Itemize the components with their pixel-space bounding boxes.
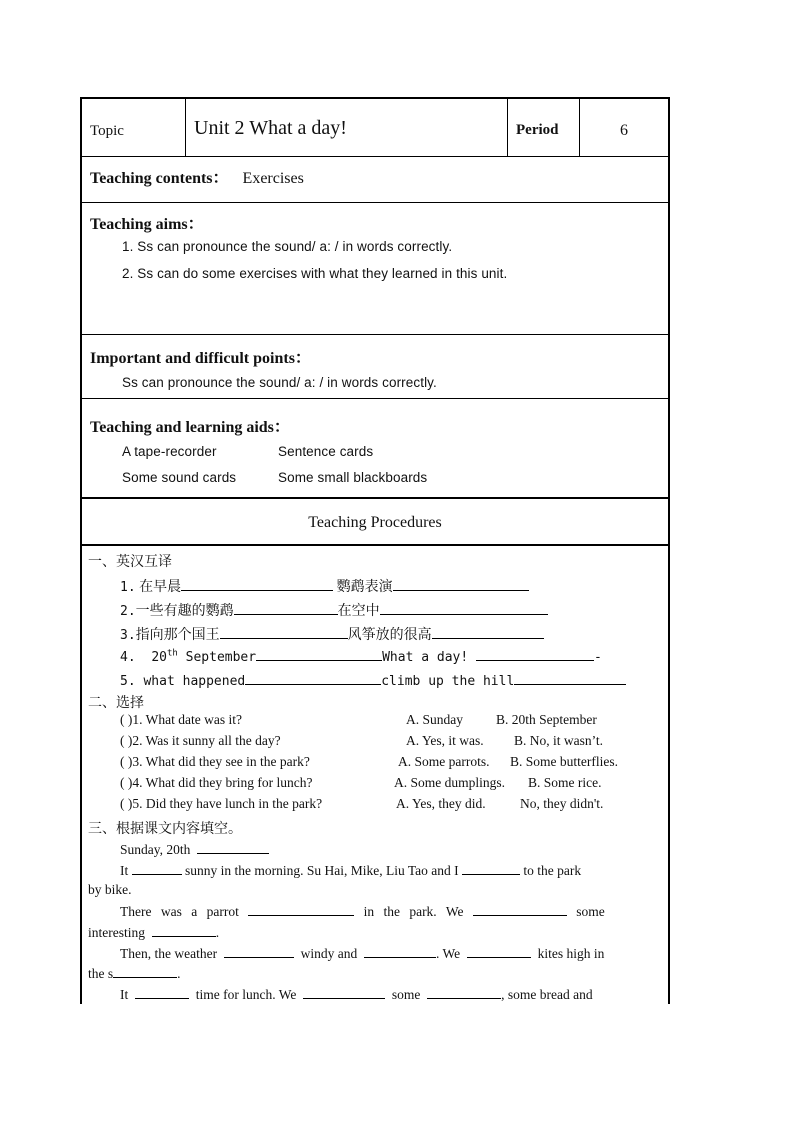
period-label: Period (516, 122, 559, 138)
choice-question: ( )1. What date was it? A. Sunday B. 20th September (120, 712, 597, 727)
translate-item-5: 5. what happened climb up the hill (120, 672, 626, 689)
unit-title: Unit 2 What a day! (194, 117, 347, 139)
unit-cell (186, 99, 508, 156)
answer-blank[interactable] (380, 602, 548, 615)
period-value-cell (580, 99, 668, 156)
answer-blank[interactable] (197, 841, 269, 854)
points-text: Ss can pronounce the sound/ a: / in words correctly. (122, 375, 437, 390)
answer-blank[interactable] (113, 965, 177, 978)
fill-paragraph-1: It sunny in the morning. Su Hai, Mike, Liu Tao and I to the park (120, 863, 582, 878)
translate-item-3: 3.指向那个国王 风筝放的很高 (120, 624, 544, 644)
answer-blank[interactable] (181, 578, 333, 591)
answer-blank[interactable] (132, 862, 182, 875)
period-value: 6 (620, 122, 628, 139)
choice-question: ( )2. Was it sunny all the day? A. Yes, it was. B. No, it wasn’t. (120, 733, 604, 748)
choice-question: ( )4. What did they bring for lunch? A. Some dumplings. B. Some rice. (120, 775, 602, 790)
points-row (80, 335, 670, 399)
answer-blank[interactable] (303, 986, 385, 999)
translate-item-4: 4. 20th September What a day! - (120, 648, 602, 665)
fill-paragraph-1-cont: by bike. (88, 882, 132, 897)
section3-title: 三、根据课文内容填空。 (88, 821, 242, 837)
answer-blank[interactable] (432, 626, 544, 639)
section2-title: 二、选择 (88, 695, 144, 711)
exercises-row (80, 546, 670, 1004)
answer-blank[interactable] (224, 945, 294, 958)
contents-value: Exercises (242, 170, 304, 187)
answer-blank[interactable] (245, 672, 381, 685)
fill-paragraph-4: It time for lunch. We some , some bread and (120, 987, 593, 1002)
aid-item: Some sound cards (122, 470, 237, 485)
topic-label: Topic (90, 123, 124, 139)
lesson-plan-table (80, 97, 670, 1004)
choice-question: ( )5. Did they have lunch in the park? A. Yes, they did. No, they didn't. (120, 796, 604, 811)
answer-blank[interactable] (248, 903, 354, 916)
section1-title: 一、英汉互译 (88, 554, 172, 570)
answer-blank[interactable] (473, 903, 567, 916)
answer-blank[interactable] (467, 945, 531, 958)
points-label: Important and difficult points： (90, 350, 311, 367)
answer-blank[interactable] (514, 672, 626, 685)
answer-blank[interactable] (364, 945, 436, 958)
choice-question: ( )3. What did they see in the park? A. Some parrots. B. Some butterflies. (120, 754, 618, 769)
contents-heading (90, 165, 304, 188)
translate-item-2: 2.一些有趣的鹦鹉 在空中 (120, 600, 548, 620)
aids-label: Teaching and learning aids： (90, 419, 290, 436)
aim-item: 1. Ss can pronounce the sound/ a: / in words correctly. (122, 239, 453, 254)
contents-row (80, 157, 670, 203)
header-row (80, 97, 670, 157)
answer-blank[interactable] (220, 626, 348, 639)
procedures-title: Teaching Procedures (308, 514, 442, 531)
fill-paragraph-3: Then, the weather windy and . We kites high in (120, 946, 605, 961)
fill-paragraph-3-cont: the s . (88, 966, 181, 981)
answer-blank[interactable] (393, 578, 529, 591)
aims-row (80, 203, 670, 335)
answer-blank[interactable] (256, 648, 382, 661)
answer-blank[interactable] (427, 986, 501, 999)
translate-item-1: 1. 在早晨 鹦鹉表演 (120, 576, 529, 596)
aid-item: Sentence cards (278, 444, 374, 459)
aid-item: Some small blackboards (278, 470, 428, 485)
answer-blank[interactable] (462, 862, 520, 875)
answer-blank[interactable] (135, 986, 189, 999)
aid-item: A tape-recorder (122, 444, 217, 459)
contents-label: Teaching contents： (90, 170, 229, 187)
aim-item: 2. Ss can do some exercises with what they learned in this unit. (122, 266, 508, 281)
answer-blank[interactable] (152, 924, 216, 937)
fill-date: Sunday, 20th (120, 841, 269, 858)
fill-paragraph-2-cont: interesting . (88, 925, 220, 940)
fill-paragraph-2: There was a parrot in the park. We some (120, 904, 605, 919)
period-cell (508, 99, 580, 156)
aims-label: Teaching aims： (90, 216, 204, 233)
topic-cell (82, 99, 186, 156)
aids-row (80, 399, 670, 499)
answer-blank[interactable] (476, 648, 594, 661)
procedures-row (80, 499, 670, 546)
answer-blank[interactable] (234, 602, 338, 615)
